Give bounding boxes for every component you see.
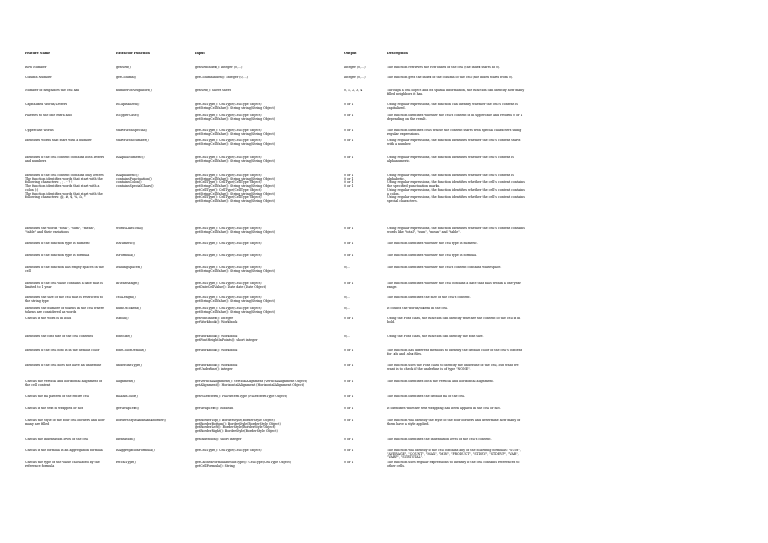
input-cell: getCellType(): CellType(CellType Object) getStringCellValue(): String string(String Object)	[195, 139, 275, 146]
output-cell: 0 or 1	[344, 103, 354, 106]
description-cell: Using regular expressions, the function identifies whether the cell's content contains words like "total", "sum", "mean" and "table".	[387, 227, 525, 234]
output-cell: 0 or 1	[344, 114, 354, 117]
output-cell: 0 or 1	[344, 380, 354, 383]
output-cell: 0 or 1	[344, 254, 354, 257]
input-cell: getCellType(): CellType(CellType Object)	[195, 242, 262, 245]
description-cell: Using regular expressions, the function can identify whether the cell's content is capitalized.	[387, 103, 518, 110]
extractor-function-cell: underlineType()	[116, 364, 142, 367]
column-header-description: Description	[387, 52, 408, 55]
feature-name-cell: Checks the vertical and horizontal alignment of the cell content	[25, 380, 102, 387]
extractor-function-cell: isAlphabetic() containsPunctuation() containsColon() containsSpecialChars()	[116, 174, 154, 189]
extractor-function-cell: fontSize()	[116, 335, 132, 338]
output-cell: 0 or 1	[344, 395, 354, 398]
extractor-function-cell: getRow()	[116, 66, 131, 69]
description-cell: Using regular expressions, the function identifies whether the cell's content starts with a number.	[387, 139, 521, 146]
input-cell: getCellType(): CellType(CellType Object) getStringCellValue(): String string(String Object)	[195, 129, 275, 136]
description-cell: Using regular expressions, the function identifies whether the cell's content is alphabetic. Using regular expressions, the function identifies whether the cell's content contains the specified punctuation marks. Using regular expressions, the function identifies whether the cell's content contains a colon. Using regular expressions, the function identifies whether the cell's content contains special characters.	[387, 174, 525, 203]
description-cell: The function retrieves the row index of the cell (the index starts at 0).	[387, 66, 501, 69]
output-cell: Integer (0,...)	[344, 76, 366, 79]
output-cell: 0 or 1	[344, 242, 354, 245]
input-cell: getCellType(): CellType(CellType Object)	[195, 254, 262, 257]
extractor-function-cell: numOfTokens()	[116, 307, 141, 310]
output-cell: 0/...	[344, 296, 351, 299]
feature-name-cell: Checks the fill pattern of the entire cell	[25, 395, 89, 398]
description-cell: The function uses the Font class to identify the underline of the cell, but what we want is to check if the underline is of type "NONE".	[387, 364, 519, 371]
output-cell: 0 or 1 0 or 1 0 or 1 0 or 1	[344, 174, 354, 189]
column-header-output: Output	[344, 52, 357, 55]
extractor-function-cell: bordersStyleAndBlankBorder()	[116, 419, 167, 422]
feature-name-cell: Checks the indentation level of the cell	[25, 438, 89, 441]
input-cell: getFillPattern(): FillPatternType (FillPatternType Object)	[195, 395, 288, 398]
description-cell: The function identifies cells whose the content starts with special characters using regular expressions.	[387, 129, 522, 136]
feature-name-cell: Row Number	[25, 66, 47, 69]
description-cell: The function identifies the default fill of the cell.	[387, 395, 466, 398]
extractor-function-cell: fontColorDefault()	[116, 349, 146, 352]
feature-name-cell: Identifies the font size of the cell contents	[25, 335, 94, 338]
description-cell: The function will identify if the cell contains any of the following formulas: "SUM", "AVERAGE", "COUNT", "MAX", "MIN", "PRODUCT", "STDEV", "STDEVP", "VAR", "VARP", "SUBTOTAL".	[387, 449, 521, 460]
description-cell: The function identifies whether the cell type is formula.	[387, 254, 478, 257]
extractor-function-cell: isCapitalized()	[116, 103, 140, 106]
input-cell: getFontIndex(): Integer getWorkbook(): Workbook	[195, 317, 238, 324]
description-cell: The function uses regular expressions to identify if the cell contains references to other cells.	[387, 461, 520, 468]
extractor-function-cell: startsWithSpecial()	[116, 129, 148, 132]
feature-name-cell: Identifies the words "total", "sum", "mean", "table" and their variations	[25, 227, 96, 234]
output-cell: 0, 1, 2, 3, 4	[344, 89, 363, 92]
output-cell: 0 or 1	[344, 438, 354, 441]
input-cell: getCellType(): CellType(CellType Object) getStringCellValue(): String string(String Object)	[195, 296, 275, 303]
input-cell: getColumnIndex(): Integer (0,...)	[195, 76, 248, 79]
description-cell: It identifies whether text wrapping has been applied in the cell or not.	[387, 407, 501, 410]
description-cell: The function identifies the size of the cell's content.	[387, 296, 471, 299]
extractor-function-cell: fillAndColor()	[116, 395, 138, 398]
input-cell: getCellType(): CellType(CellType Object) getStringCellValue(): String string(String Object)	[195, 103, 275, 110]
description-cell: The function identifies both the vertical and horizontal alignment.	[387, 380, 494, 383]
description-cell: The function identifies whether the cell type is numeric.	[387, 242, 478, 245]
feature-name-cell: Identifies if the cell content contains both letters and numbers	[25, 156, 105, 163]
input-cell: getCellType(): CellType(CellType Object) getStringCellValue(): String string(String Object)	[195, 266, 275, 273]
description-cell: The function identifies whether the cell's content is in uppercase and returns 0 or 1 depending on the result.	[387, 114, 523, 121]
extractor-function-cell: alignment()	[116, 380, 135, 383]
feature-name-cell: Checks if the text is wrapped or not	[25, 407, 83, 410]
description-cell: The function has different methods to identify the default color of the cell's content for .xls and .xlsx files.	[387, 349, 522, 356]
output-cell: 0 or 1	[344, 449, 354, 452]
output-cell: 0/...	[344, 307, 351, 310]
feature-name-cell: Identifies words that start with a number	[25, 139, 92, 142]
output-cell: 0 or 1	[344, 156, 354, 159]
output-cell: 0 or 1	[344, 407, 354, 410]
feature-name-cell: Identifies the number of tokens in the cell where tokens are considered as words	[25, 307, 104, 314]
column-header-input: Input	[195, 52, 205, 55]
description-cell: The function identifies whether the cell contains a date that falls within a one-year range.	[387, 282, 521, 289]
description-cell: The function gets the index of the column of the cell (the index starts from 0).	[387, 76, 514, 79]
feature-name-cell: Column Number	[25, 76, 52, 79]
extractor-function-cell: numberOfNeighbors()	[116, 89, 152, 92]
extractor-function-cell: isFormula()	[116, 254, 135, 257]
input-cell: getWorkbook(): Workbook getFontHeightInPoints(): short integer	[195, 335, 258, 342]
description-cell: The function identifies the indentation level of the cell's content.	[387, 438, 492, 441]
input-cell: getCachedFormulaResultType(): CellType(CellType Object) getCellFormula(): String	[195, 461, 292, 468]
input-cell: getVerticalAlignment(): VerticalAlignment (VerticalAlignment Object) getAlignment(): HorizontalAlignment (HorizontalAlignment Object)	[195, 380, 308, 387]
output-cell: 0/...	[344, 335, 351, 338]
feature-name-cell: Identifies if the function has empty spaces in the cell	[25, 266, 104, 273]
extractor-function-cell: startsWithNumber()	[116, 139, 149, 142]
feature-name-cell: Checks the type of the value calculated by the reference formula	[25, 461, 100, 468]
feature-name-cell: Capitalized Words/Letters	[25, 103, 68, 106]
extractor-function-cell: isUpperCase()	[116, 114, 140, 117]
input-cell: getCellType(): CellType(CellType Object) getDateCellValue(): Date date (Date Object)	[195, 282, 267, 289]
output-cell: 0 or 1	[344, 227, 354, 230]
feature-name-cell: Identifies if the function type is formula	[25, 254, 90, 257]
feature-name-cell: Identifies if the cell font is in the default color	[25, 349, 100, 352]
output-cell: 0 or 1	[344, 139, 354, 142]
input-cell: getCellType(): CellType(CellType Object) getStringCellValue(): String string(String Object)	[195, 114, 275, 121]
input-cell: getWorkbook(): Workbook getUnderline(): integer	[195, 364, 238, 371]
extractor-function-cell: getWrapText()	[116, 407, 140, 410]
output-cell: 0 or 1	[344, 419, 354, 422]
description-cell: The function will identify the style of the four borders and determine how many of them have a style applied.	[387, 419, 521, 426]
feature-name-cell: Palettes to the one extra also	[25, 114, 73, 117]
output-cell: 0/...	[344, 266, 351, 269]
extractor-function-cell: wordsLikeTotal()	[116, 227, 144, 230]
input-cell: getBorderTop(): BorderStyle(BorderStyle Object) getBorderBottom(): BorderStyle(BorderStyle Object) getBorderLeft(): BorderStyle(BorderStyle Object) getBorderRight(): BorderStyle(BorderStyle Object)	[195, 419, 281, 434]
input-cell: getIndention(): short integer	[195, 438, 242, 441]
description-cell: Using the Font class, the function can identify whether the content of the cell is in bold.	[387, 317, 521, 324]
extractor-function-cell: leadingSpaces()	[116, 266, 142, 269]
extractor-function-cell: isNumeric()	[116, 242, 136, 245]
input-cell: getCellType(): CellType(CellType Object) getStringCellValue(): String string(String Object) getCellType(): CellType(CellType Object) getStringCellValue(): String string(String Object) getCellType(): CellType(CellType Object) getStringCellValue(): String string(String Object) getCellType(): CellType(CellType Object) getStringCellValue(): String string(String Object)	[195, 174, 275, 203]
extractor-function-cell: getColumn()	[116, 76, 137, 79]
output-cell: 0 or 1	[344, 364, 354, 367]
input-cell: getRow(): Sheet sheet	[195, 89, 231, 92]
input-cell: getCellType(): CellType(CellType Object)	[195, 449, 262, 452]
feature-name-cell: Identifies the size of the cell that is restricted to the string type	[25, 296, 104, 303]
description-cell: Using regular expressions, the function identifies whether the cell's content is alphanumeric.	[387, 156, 514, 163]
input-cell: getRowIndex(): Integer (0,...)	[195, 66, 243, 69]
input-cell: getWrapText(): Boolean	[195, 407, 234, 410]
input-cell: getWorkbook(): Workbook	[195, 349, 238, 352]
column-header-feature-name: Feature Name	[25, 52, 51, 55]
output-cell: 0 or 1	[344, 317, 354, 320]
column-header-extractor-function: Extractor Function	[116, 52, 150, 55]
extractor-function-cell: cellLength()	[116, 296, 136, 299]
output-cell: 0 or 1	[344, 282, 354, 285]
extractor-function-cell: refValType()	[116, 461, 136, 464]
extractor-function-cell: isAggregationFormula()	[116, 449, 155, 452]
output-cell: 0 or 1	[344, 461, 354, 464]
extractor-function-cell: isBold()	[116, 317, 129, 320]
extractor-function-cell: inYearRange()	[116, 282, 140, 285]
feature-name-cell: Checks the style of the four cell borders and how many are filled	[25, 419, 105, 426]
feature-name-cell: Identifies if the function type is numeric	[25, 242, 91, 245]
output-cell: Integer (0,...)	[344, 66, 366, 69]
output-cell: 0 or 1	[344, 349, 354, 352]
feature-name-cell: Uppercase Words	[25, 129, 54, 132]
description-cell: Through a cell object and its spatial information, the function can identify how many filled neighbors it has.	[387, 89, 525, 96]
input-cell: getCellType(): CellType(CellType Object) getStringCellValue(): String string(String Object)	[195, 156, 275, 163]
extractor-function-cell: isAlphaNumeric()	[116, 156, 145, 159]
feature-name-cell: Identifies if the cell value contains a date that is limited to 1 year	[25, 282, 103, 289]
feature-name-cell: Number of neighbors the cell has	[25, 89, 80, 92]
feature-name-cell: Checks if the formula is an aggregation formula	[25, 449, 103, 452]
feature-name-cell: Identifies if the cell content contains only letters The function identifies words that start with the following characters: , ; . - ? ! The function identifies words that start with a colon (:) The function identifies words that start with the following characters: @, #, $, %, &, *	[25, 174, 104, 200]
extractor-function-cell: identation()	[116, 438, 135, 441]
feature-name-cell: Identifies if the cell does not have an underline	[25, 364, 102, 367]
input-cell: getCellType(): CellType(CellType Object) getStringCellValue(): String string(String Object)	[195, 227, 275, 234]
input-cell: getCellType(): CellType(CellType Object) getStringCellValue(): String string(String Object)	[195, 307, 275, 314]
output-cell: 0 or 1	[344, 129, 354, 132]
description-cell: It counts the words/tokens in the cell.	[387, 307, 449, 310]
feature-name-cell: Checks if the word is in bold	[25, 317, 72, 320]
description-cell: The function identifies whether the cell's content contains whitespace.	[387, 266, 502, 269]
description-cell: Using the Font class, the function can identify the font size.	[387, 335, 484, 338]
